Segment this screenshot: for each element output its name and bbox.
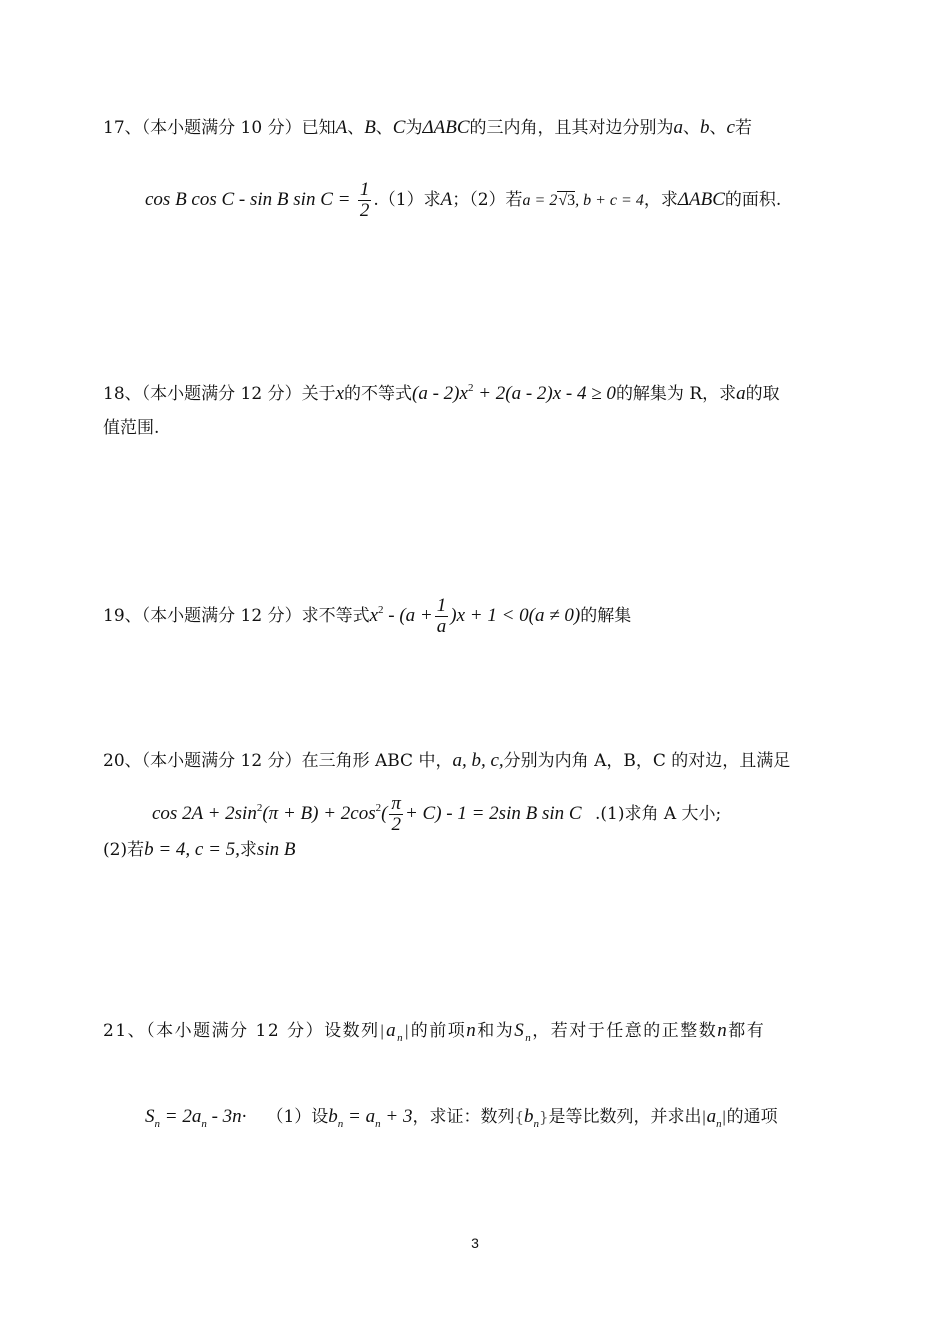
triangle-abc: ΔABC	[422, 117, 470, 138]
p17-lead: 17、（本小题满分 10 分）已知	[103, 118, 336, 138]
trig-expression: cos B cos C - sin B sin C =	[145, 189, 351, 210]
problem-19-line-1: 19、（本小题满分 12 分）求不等式$x^2 - (a$ + $\frac{1}{a}$ )x + 1 < 0(a ≠ 0)的解集	[103, 595, 632, 637]
fraction-one-over-a: $\frac{1}{a}$	[436, 595, 447, 637]
problem-20-line-2: $\cos 2A + 2\sin^2(\pi + B) + 2\cos^2$( $\frac{\pi}{2}$ + C) - 1 = 2sin B sin C .(1)求角 A 大小;	[152, 793, 722, 835]
page-number: 3	[471, 1235, 479, 1251]
problem-20-line-3: (2)若b = 4, c = 5,求sin B	[103, 839, 296, 860]
problem-18-line-2: 值范围.	[103, 418, 160, 438]
problem-21-line-1: 21、（本小题满分 12 分）设数列$|a_n|$的前项n和为$S_n$，若对于任意的正整数n都有	[103, 1020, 766, 1044]
problem-17-line-2: cos B cos C - sin B sin C = $\frac{1}{2}$ .（1）求A；（2）若a = 2√3, b + c = 4，求ΔABC的面积.	[145, 179, 782, 221]
problem-18-line-1: 18、（本小题满分 12 分）关于x的不等式$(a - 2)x^2 + 2(a - 2)x - 4 \ge 0$的解集为 R，求a的取	[103, 382, 780, 404]
inequality-19: $x^2 - (a$ +	[369, 604, 433, 626]
var-B: B	[364, 117, 376, 138]
sequence-an: $a_n$	[386, 1020, 405, 1044]
fraction-pi-over-2: $\frac{\pi}{2}$	[391, 793, 401, 835]
problem-21-line-2: $S_n = 2a_n - 3n\cdot (1)$设$b_n = a_n + 3$，求证：数列$\{b_n\}$是等比数列，并求出$|a_n|$的通项	[145, 1106, 778, 1130]
sum-Sn: $S_n$	[514, 1020, 533, 1044]
equation-20: $\cos 2A + 2\sin^2(\pi + B) + 2\cos^2$(	[152, 802, 388, 824]
problem-17-line-1: 17、（本小题满分 10 分）已知A、B、C为ΔABC的三内角，且其对边分别为a、b、c若	[103, 117, 752, 138]
equation-bn: $b_n = a_n + 3$	[328, 1106, 413, 1130]
equation-sn: $S_n = 2a_n - 3n$	[145, 1106, 242, 1130]
inequality-18: $(a - 2)x^2 + 2(a - 2)x - 4 \ge 0$	[412, 382, 616, 404]
var-A: A	[335, 117, 348, 138]
sqrt-3: √3	[558, 192, 576, 209]
var-C: C	[392, 117, 406, 138]
problem-20-line-1: 20、（本小题满分 12 分）在三角形 ABC 中，a, b, c,分别为内角 A，B，C 的对边，且满足	[103, 750, 791, 771]
fraction-one-half: $\frac{1}{2}$	[359, 179, 370, 221]
